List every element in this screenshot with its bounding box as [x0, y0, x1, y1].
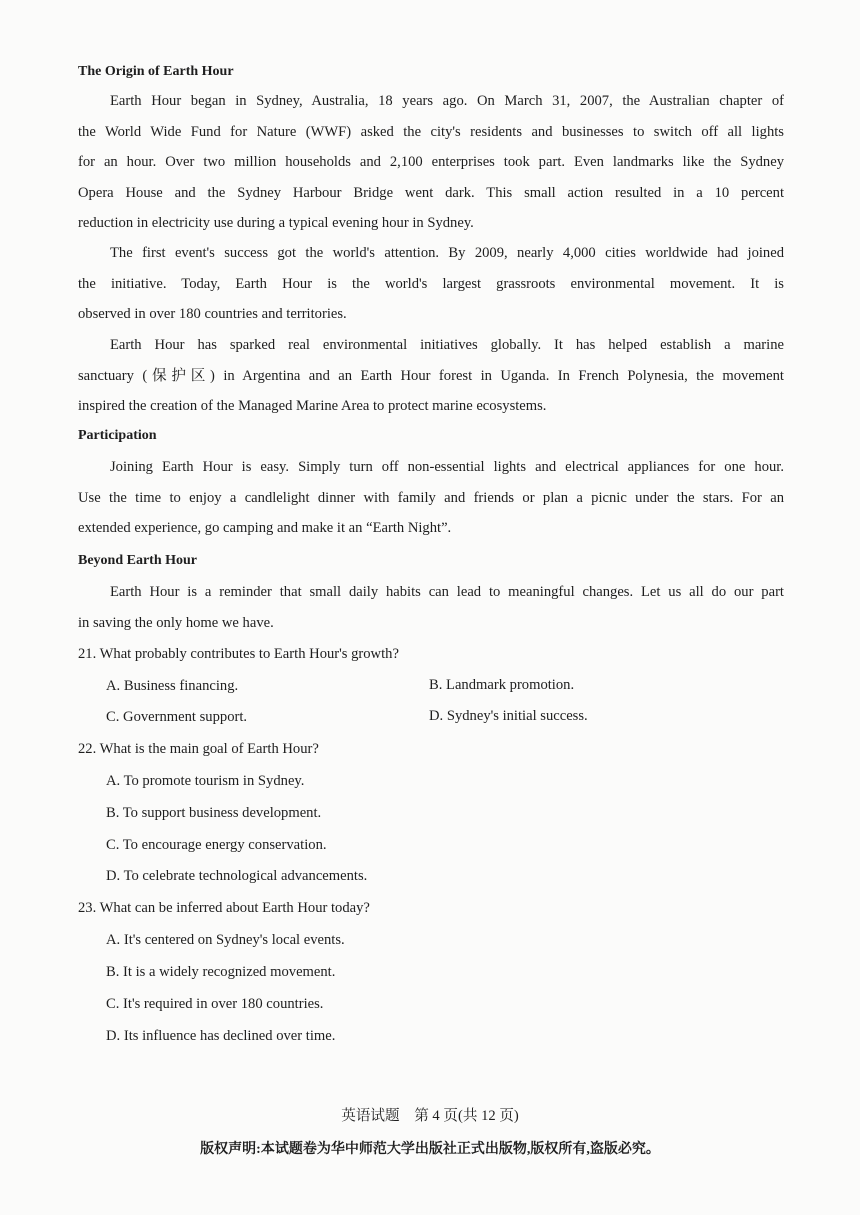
question-23-option-a: A. It's centered on Sydney's local events.	[106, 932, 345, 948]
question-23-option-d: D. Its influence has declined over time.	[106, 1028, 336, 1044]
question-22-option-a: A. To promote tourism in Sydney.	[106, 773, 305, 789]
question-22-stem: 22. What is the main goal of Earth Hour?	[78, 741, 319, 757]
question-21-option-b: B. Landmark promotion.	[429, 677, 575, 693]
text-line: Opera House and the Sydney Harbour Bridge went dark. This small action resulted in a 10 percent	[78, 184, 784, 201]
paragraph-beyond	[78, 577, 784, 638]
paragraph-origin-3	[78, 330, 784, 422]
section-heading-beyond: Beyond Earth Hour	[78, 553, 198, 568]
paragraph-origin-1	[78, 86, 784, 239]
text-line: inspired the creation of the Managed Marine Area to protect marine ecosystems.	[78, 398, 547, 414]
question-22-option-b: B. To support business development.	[106, 805, 322, 821]
text-line: Use the time to enjoy a candlelight dinner with family and friends or plan a picnic under the stars. For an	[78, 489, 784, 506]
question-21-option-a: A. Business financing.	[106, 678, 239, 694]
question-22-option-d: D. To celebrate technological advancements.	[106, 868, 368, 884]
copyright-notice: 版权声明:本试题卷为华中师范大学出版社正式出版物,版权所有,盗版必究。	[200, 1142, 660, 1157]
text-line: the initiative. Today, Earth Hour is the world's largest grassroots environmental movement. It is	[78, 275, 784, 292]
text-line: in saving the only home we have.	[78, 614, 274, 631]
text-line: sanctuary (保护区) in Argentina and an Earth Hour forest in Uganda. In French Polynesia, the movement	[78, 367, 784, 384]
page-number-footer: 英语试题 第 4 页(共 12 页)	[341, 1108, 519, 1124]
text-line: Joining Earth Hour is easy. Simply turn off non-essential lights and electrical appliances for one hour.	[110, 459, 784, 475]
text-line: The first event's success got the world's attention. By 2009, nearly 4,000 cities worldwide had joined	[110, 245, 784, 261]
text-line: reduction in electricity use during a typical evening hour in Sydney.	[78, 215, 474, 231]
question-21-option-d: D. Sydney's initial success.	[429, 708, 588, 724]
question-23-option-c: C. It's required in over 180 countries.	[106, 996, 324, 1012]
question-23-stem: 23. What can be inferred about Earth Hour today?	[78, 900, 370, 916]
text-line: Earth Hour has sparked real environmental initiatives globally. It has helped establish a marine	[110, 337, 784, 353]
section-heading-origin: The Origin of Earth Hour	[78, 64, 234, 79]
question-22-option-c: C. To encourage energy conservation.	[106, 837, 327, 853]
text-line: for an hour. Over two million households and 2,100 enterprises took part. Even landmarks like the Sydney	[78, 154, 784, 170]
text-line: Earth Hour is a reminder that small daily habits can lead to meaningful changes. Let us all do our part	[110, 584, 784, 600]
text-line: the World Wide Fund for Nature (WWF) asked the city's residents and businesses to switch off all lights	[78, 123, 784, 140]
text-line: Earth Hour began in Sydney, Australia, 18 years ago. On March 31, 2007, the Australian chapter of	[110, 93, 784, 109]
section-heading-participation: Participation	[78, 428, 157, 443]
question-23-option-b: B. It is a widely recognized movement.	[106, 964, 336, 980]
text-line: extended experience, go camping and make it an “Earth Night”.	[78, 520, 452, 536]
paragraph-origin-2	[78, 238, 784, 330]
question-21-option-c: C. Government support.	[106, 709, 248, 725]
paragraph-participation	[78, 452, 784, 544]
question-21-stem: 21. What probably contributes to Earth Hour's growth?	[78, 646, 399, 662]
text-line: observed in over 180 countries and territories.	[78, 306, 347, 322]
